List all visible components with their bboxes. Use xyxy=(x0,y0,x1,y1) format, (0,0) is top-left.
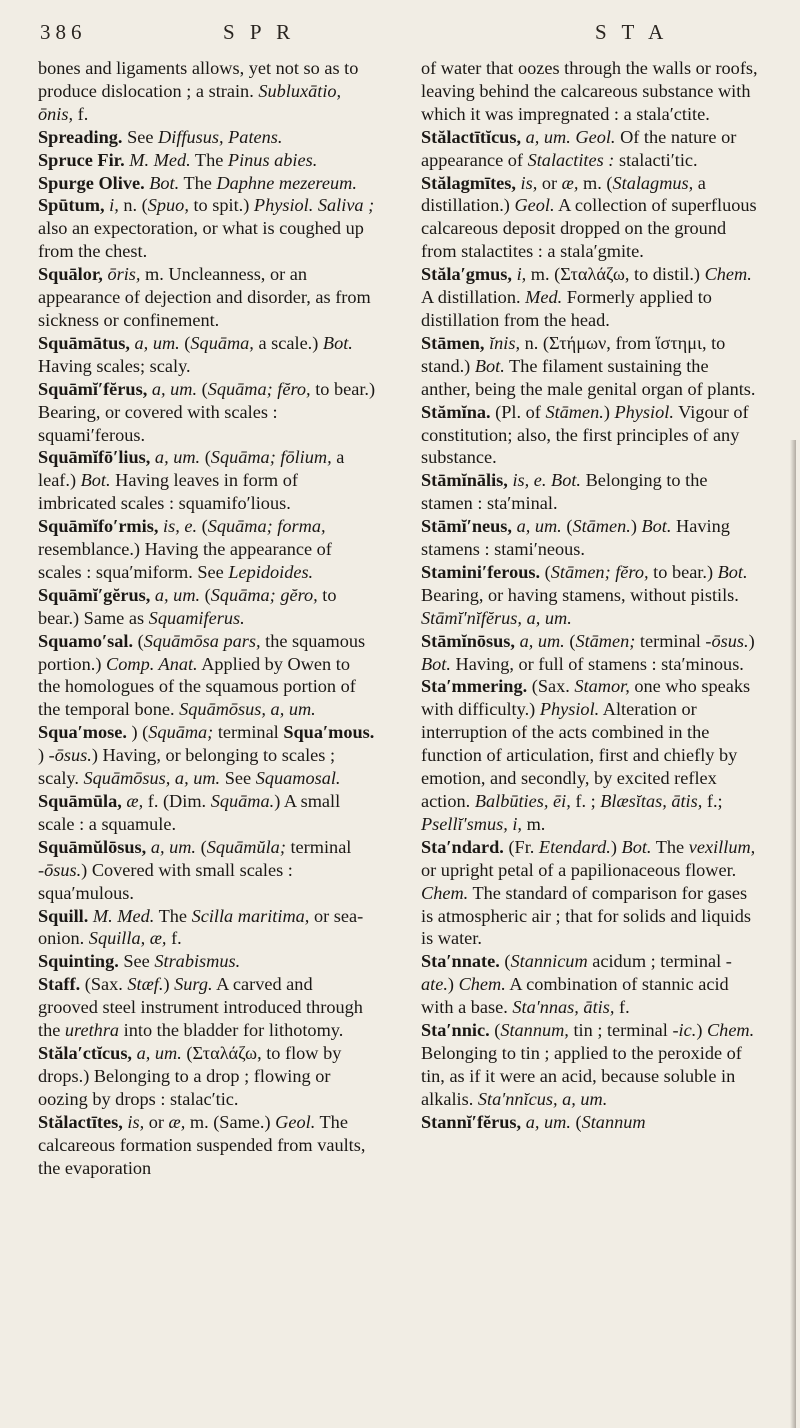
dictionary-entry xyxy=(38,1042,376,1111)
entry-text: ) Having, or belonging to scales ; scaly. xyxy=(38,745,336,789)
dictionary-entry xyxy=(421,126,759,172)
entry-text: Having leaves in form of imbricated scales : squamifo′lious. xyxy=(38,470,298,514)
entry-text: The xyxy=(190,149,228,170)
italic-text: Physiol. xyxy=(614,401,674,422)
entry-text: or xyxy=(537,172,562,193)
italic-text: is, xyxy=(127,1111,145,1132)
italic-text: Squāma; xyxy=(148,722,214,743)
entry-text: ( xyxy=(564,630,576,651)
entry-text: f. xyxy=(166,928,182,949)
entry-text: m. xyxy=(522,813,546,834)
italic-text: Squāmōsus, a, um. xyxy=(179,699,316,720)
entry-text: ( xyxy=(570,1111,582,1132)
entry-text: The xyxy=(179,172,217,193)
entry-text: m. (Σταλάζω, to distil.) xyxy=(526,264,705,285)
entry-text: ) A small scale : a squamule. xyxy=(38,791,341,834)
entry-text: The calcareous formation suspended from vaults, the evaporation xyxy=(38,1111,366,1178)
dictionary-entry xyxy=(38,630,376,722)
italic-text: Bot. xyxy=(474,355,505,376)
entry-text: Vigour of constitution; also, the first principles of any substance. xyxy=(421,401,749,468)
entry-text: ( xyxy=(133,630,144,651)
right-column xyxy=(421,57,759,1134)
entry-text: ) xyxy=(748,630,755,651)
dictionary-entry xyxy=(38,378,376,447)
headword: Squālor, xyxy=(38,264,103,285)
italic-text: æ, xyxy=(561,172,579,193)
entry-text: See xyxy=(118,951,155,972)
entry-text: ( xyxy=(540,561,551,582)
italic-text: Diffusus, Patens. xyxy=(158,126,283,147)
italic-text: a, um. xyxy=(136,1042,182,1063)
italic-text: Squāma. xyxy=(210,791,275,811)
entry-text: ) xyxy=(163,974,175,995)
entry-text: Belonging to tin ; applied to the peroxide of tin, as if it were an acid, because soluble in alkalis. xyxy=(421,1042,742,1109)
entry-text: n. (Στήμων, from ἵστημι, to stand.) xyxy=(421,332,726,376)
italic-text: vexillum, xyxy=(688,836,756,857)
italic-text: Stannum, xyxy=(500,1020,569,1041)
headword: Squāmĭ′gĕrus, xyxy=(38,584,151,605)
dictionary-entry xyxy=(38,721,376,790)
headword: Spurge Olive. xyxy=(38,172,145,193)
italic-text: is, e. xyxy=(163,516,198,537)
page-number: 386 xyxy=(40,20,87,44)
entry-text: Applied by Owen to the homologues of the squamous portion of the temporal bone. xyxy=(38,653,356,720)
headword: Stălagmītes, xyxy=(421,172,516,193)
italic-text: Scilla maritima, xyxy=(191,905,310,926)
headword: Squāmūla, xyxy=(38,791,122,811)
italic-text: Squāma; gĕro, xyxy=(210,584,318,605)
italic-text: -ōsus. xyxy=(48,745,92,766)
italic-text: æ, xyxy=(168,1111,186,1132)
headword: Squa′mous. xyxy=(283,722,375,743)
entry-text: acidum ; terminal xyxy=(587,951,726,972)
entry-text: ( xyxy=(499,951,511,972)
entry-text: (Sax. xyxy=(80,974,128,995)
entry-text: ( xyxy=(200,584,211,605)
italic-text: Sta′nnas, ātis, xyxy=(512,997,615,1018)
entry-text: f. ; xyxy=(570,791,601,811)
italic-text: Psellĭ′smus, i, xyxy=(421,813,522,834)
italic-text: Squāma; forma, xyxy=(207,516,326,537)
entry-text: f. xyxy=(614,997,630,1018)
headword: Stăla′ctĭcus, xyxy=(38,1042,133,1063)
headword: Stannĭ′fĕrus, xyxy=(421,1111,522,1132)
entry-text: Bearing, or having stamens, without pistils. xyxy=(421,584,739,605)
left-column xyxy=(38,57,376,1179)
headword: Squāmātus, xyxy=(38,332,130,353)
headword: Spruce Fir. xyxy=(38,149,125,170)
italic-text: Comp. Anat. xyxy=(106,653,198,674)
italic-text: Stāmen; fĕro, xyxy=(550,561,649,582)
dictionary-entry xyxy=(38,905,376,951)
italic-text: a, um. xyxy=(154,584,201,605)
italic-text: Geol. xyxy=(575,126,616,147)
entry-text: a scale.) xyxy=(253,332,323,353)
italic-text: Squāma; fĕro, xyxy=(207,378,311,399)
entry-text: ( xyxy=(197,516,208,537)
entry-text: to bear.) xyxy=(648,561,718,582)
entry-text: tin ; terminal xyxy=(568,1020,673,1041)
headword: Stamini′ferous. xyxy=(421,561,541,582)
entry-text: ( xyxy=(489,1020,501,1041)
italic-text: Geol. xyxy=(275,1111,316,1132)
italic-text: Lepidoides. xyxy=(228,561,314,582)
headword: Squāmĭfō′lius, xyxy=(38,447,151,468)
italic-text: Physiol. xyxy=(539,699,600,720)
italic-text: Bot. xyxy=(149,172,180,193)
headword: Staff. xyxy=(38,974,81,995)
italic-text: Chem. xyxy=(421,882,469,903)
italic-text: -ōsus. xyxy=(705,630,749,651)
entry-text: Alteration or interruption of the acts combined in the function of articulation, first and chiefly by emotion, and secondly, by excited reflex action. xyxy=(421,699,738,811)
dictionary-entry xyxy=(421,515,759,561)
entry-text: Having, or full of stamens : sta′minous. xyxy=(450,653,744,674)
italic-text: is, xyxy=(520,172,538,193)
entry-text: to bear.) Bearing, or covered with scales : squami′ferous. xyxy=(38,378,376,445)
italic-text: Balbūties, ēi, xyxy=(474,791,571,811)
italic-text: a, um. xyxy=(525,126,571,147)
headword: Sta′mmering. xyxy=(421,676,528,697)
italic-text: æ, xyxy=(126,791,144,811)
entry-text: into the bladder for lithotomy. xyxy=(119,1020,344,1041)
italic-text: a, um. xyxy=(525,1111,571,1132)
dictionary-entry xyxy=(421,950,759,1019)
dictionary-entry xyxy=(38,973,376,1042)
dictionary-entry xyxy=(38,263,376,332)
entry-text: one who speaks with difficulty.) xyxy=(421,676,751,720)
dictionary-entry xyxy=(38,57,376,126)
italic-text: Subluxātio, ōnis, xyxy=(38,80,342,124)
headword: Stăla′gmus, xyxy=(421,264,512,285)
dictionary-entry xyxy=(421,401,759,470)
headword: Squill. xyxy=(38,905,89,926)
italic-text: Squāmŭla; xyxy=(206,836,286,857)
italic-text: is, e. xyxy=(512,470,547,491)
dictionary-entry xyxy=(38,950,376,973)
page-edge-shadow xyxy=(790,440,796,1428)
italic-text: Etendard. xyxy=(538,836,611,857)
italic-text: a, um. xyxy=(154,447,201,468)
entry-text: Having scales; scaly. xyxy=(38,355,191,376)
entry-text: of water that oozes through the walls or roofs, leaving behind the calcareous substance with which it was impregnated : a stala′ctite. xyxy=(421,58,758,124)
italic-text: Med. xyxy=(525,287,563,308)
dictionary-entry xyxy=(38,194,376,263)
headword: Stămĭna. xyxy=(421,401,491,422)
headword: Squāmĭ′fĕrus, xyxy=(38,378,148,399)
italic-text: Stalagmus, xyxy=(612,172,694,193)
dictionary-entry xyxy=(38,446,376,515)
entry-text: A collection of superfluous calcareous deposit dropped on the ground from stalactites : a stala′gmite. xyxy=(421,195,757,262)
headword: Spreading. xyxy=(38,126,123,147)
running-head-left: S P R xyxy=(223,20,296,44)
entry-text: (Pl. of xyxy=(490,401,546,422)
italic-text: Geol. xyxy=(514,195,555,216)
entry-text: f.; xyxy=(702,791,723,811)
entry-text: ) xyxy=(603,401,615,422)
dictionary-entry xyxy=(421,469,759,515)
italic-text: Pinus abies. xyxy=(227,149,318,170)
entry-text: Belonging to the stamen : sta′minal. xyxy=(421,470,708,514)
entry-text: ( xyxy=(200,447,211,468)
dictionary-entry xyxy=(421,1111,759,1134)
italic-text: Squamiferus. xyxy=(148,607,245,628)
italic-text: Surg. xyxy=(174,974,213,995)
italic-text: M. Med. xyxy=(92,905,155,926)
entry-text: a distillation.) xyxy=(421,172,706,216)
entry-text: ) xyxy=(447,974,459,995)
entry-text: A carved and grooved steel instrument introduced through the xyxy=(38,974,363,1041)
dictionary-entry xyxy=(38,149,376,172)
dictionary-entry xyxy=(38,515,376,584)
running-head-right: S T A xyxy=(595,20,669,44)
dictionary-entry xyxy=(421,263,759,332)
dictionary-entry xyxy=(38,836,376,905)
headword: Sta′nnate. xyxy=(421,951,500,972)
headword: Stāmen, xyxy=(421,332,485,353)
italic-text: Stāmĭ′nĭfĕrus, a, um. xyxy=(421,607,572,628)
headword: Squa′mose. xyxy=(38,722,127,743)
italic-text: -ōsus. xyxy=(38,859,82,880)
italic-text: Bot. xyxy=(641,516,672,537)
dictionary-entry xyxy=(421,836,759,951)
entry-text: A distillation. xyxy=(421,287,526,308)
italic-text: Bot. xyxy=(551,470,582,491)
dictionary-entry xyxy=(38,126,376,149)
dictionary-entry xyxy=(421,172,759,264)
italic-text: Stāmen. xyxy=(572,516,631,537)
entry-text: The standard of comparison for gases is atmospheric air ; that for solids and liquids is water. xyxy=(421,882,752,949)
italic-text: Sta′nnĭcus, a, um. xyxy=(477,1088,608,1109)
italic-text: Chem. xyxy=(706,1020,755,1041)
entry-text: (Sax. xyxy=(527,676,575,697)
entry-text: the squamous portion.) xyxy=(38,630,366,674)
entry-text: Formerly applied to distillation from the head. xyxy=(421,287,712,330)
entry-text: Having stamens : stami′neous. xyxy=(421,516,730,560)
headword: Spūtum, xyxy=(38,195,105,216)
entry-text: or upright petal of a papilionaceous flower. xyxy=(421,859,737,880)
italic-text: a, um. xyxy=(519,630,565,651)
entry-text: The xyxy=(651,836,689,857)
entry-text: or sea-onion. xyxy=(38,905,364,949)
entry-text: f. (Dim. xyxy=(143,791,211,811)
entry-text: or xyxy=(144,1111,169,1132)
entry-text: ) xyxy=(630,516,642,537)
italic-text: Stannicum xyxy=(510,951,588,972)
italic-text: M. Med. xyxy=(129,149,191,170)
headword: Squāmĭfo′rmis, xyxy=(38,516,159,537)
italic-text: Bot. xyxy=(421,653,451,674)
headword: Sta′nnic. xyxy=(421,1020,490,1041)
entry-text: n. ( xyxy=(118,195,148,216)
entry-text: ) xyxy=(610,836,622,857)
entry-text: terminal xyxy=(285,836,352,857)
italic-text: Stāmen; xyxy=(575,630,636,651)
headword: Stāmĭ′neus, xyxy=(421,516,512,537)
entry-text: to spit.) xyxy=(188,195,254,216)
headword: Stāmĭnālis, xyxy=(421,470,508,491)
italic-text: ĭnis, xyxy=(489,332,521,353)
headword: Squinting. xyxy=(38,951,119,972)
italic-text: Squilla, æ, xyxy=(88,928,167,949)
entry-text: Of the nature or appearance of xyxy=(421,126,737,170)
entry-text: ( xyxy=(561,516,573,537)
dictionary-entry xyxy=(38,790,376,836)
entry-text: The xyxy=(154,905,192,926)
entry-text: a leaf.) xyxy=(38,447,345,491)
entry-text: ) xyxy=(696,1020,707,1041)
entry-text: See xyxy=(220,768,256,789)
entry-text: f. xyxy=(73,103,89,124)
dictionary-entry xyxy=(38,332,376,378)
entry-text: (Σταλάζω, to flow by drops.) Belonging to a drop ; flowing or oozing by drops : stalac′tic. xyxy=(38,1042,342,1109)
headword: Stălactītes, xyxy=(38,1111,123,1132)
entry-text: ( xyxy=(197,378,208,399)
entry-text: terminal xyxy=(213,722,284,743)
dictionary-entry xyxy=(421,630,759,676)
entry-text: The filament sustaining the anther, being the male genital organ of plants. xyxy=(421,355,756,399)
italic-text: ōris, xyxy=(107,264,141,285)
entry-text: terminal xyxy=(635,630,706,651)
entry-text: m. ( xyxy=(578,172,613,193)
entry-text: m. (Same.) xyxy=(185,1111,276,1132)
italic-text: Squamosal. xyxy=(255,768,341,789)
entry-text: also an expectoration, or what is coughed up from the chest. xyxy=(38,218,364,262)
italic-text: -ate. xyxy=(421,951,732,995)
entry-text: bones and ligaments allows, yet not so as to produce dislocation ; a strain. xyxy=(38,58,359,101)
italic-text: i, xyxy=(109,195,119,216)
headword: Stălactītĭcus, xyxy=(421,126,522,147)
italic-text: Squāmōsa pars, xyxy=(143,630,261,651)
italic-text: Stæf. xyxy=(127,974,164,995)
headword: Stāmĭnōsus, xyxy=(421,630,515,651)
entry-text: ) xyxy=(38,745,49,766)
italic-text: Stannum xyxy=(581,1111,646,1132)
italic-text: Squāma; fōlium, xyxy=(210,447,332,468)
dictionary-entry xyxy=(421,675,759,835)
entry-text: (Fr. xyxy=(503,836,539,857)
entry-text: ( xyxy=(196,836,207,857)
headword: Squamo′sal. xyxy=(38,630,134,651)
italic-text: i, xyxy=(516,264,527,285)
italic-text: urethra xyxy=(64,1020,120,1041)
italic-text: -ic. xyxy=(672,1020,697,1041)
italic-text: Physiol. Saliva ; xyxy=(253,195,375,216)
dictionary-entry xyxy=(38,172,376,195)
italic-text: Spuo, xyxy=(147,195,189,216)
page-header xyxy=(40,20,760,56)
italic-text: Daphne mezereum. xyxy=(216,172,357,193)
entry-text: stalacti′tic. xyxy=(614,149,698,170)
dictionary-entry xyxy=(421,561,759,630)
entry-text: m. Uncleanness, or an appearance of dejection and disorder, as from sickness or confinement. xyxy=(38,264,371,330)
entry-text: ) ( xyxy=(126,722,149,743)
italic-text: Stāmen. xyxy=(545,401,604,422)
entry-text: ) Covered with small scales : squa′mulous. xyxy=(38,859,293,903)
italic-text: Stamor, xyxy=(574,676,630,697)
italic-text: Squāmōsus, a, um. xyxy=(83,768,221,789)
italic-text: a, um. xyxy=(150,836,197,857)
entry-text: to bear.) Same as xyxy=(38,584,337,628)
italic-text: a, um. xyxy=(151,378,198,399)
entry-text: resemblance.) Having the appearance of scales : squa′miform. See xyxy=(38,539,332,582)
entry-text: A combination of stannic acid with a base. xyxy=(421,974,729,1018)
entry-text: See xyxy=(122,126,159,147)
italic-text: Stalactites : xyxy=(527,149,615,170)
italic-text: a, um. xyxy=(134,332,180,353)
italic-text: Chem. xyxy=(704,264,752,285)
italic-text: Squāma, xyxy=(190,332,254,353)
italic-text: Bot. xyxy=(621,836,652,857)
entry-text: ( xyxy=(179,332,191,353)
dictionary-entry xyxy=(38,1111,376,1180)
dictionary-entry xyxy=(421,1019,759,1111)
headword: Sta′ndard. xyxy=(421,836,504,857)
italic-text: Strabismus. xyxy=(154,951,241,972)
dictionary-entry xyxy=(421,332,759,401)
italic-text: Blæsĭtas, ātis, xyxy=(600,791,703,811)
headword: Squāmŭlōsus, xyxy=(38,836,147,857)
italic-text: Chem. xyxy=(458,974,506,995)
italic-text: Bot. xyxy=(717,561,748,582)
dictionary-entry xyxy=(421,57,759,126)
dictionary-entry xyxy=(38,584,376,630)
italic-text: Bot. xyxy=(80,470,111,491)
italic-text: a, um. xyxy=(516,516,562,537)
italic-text: Bot. xyxy=(322,332,353,353)
